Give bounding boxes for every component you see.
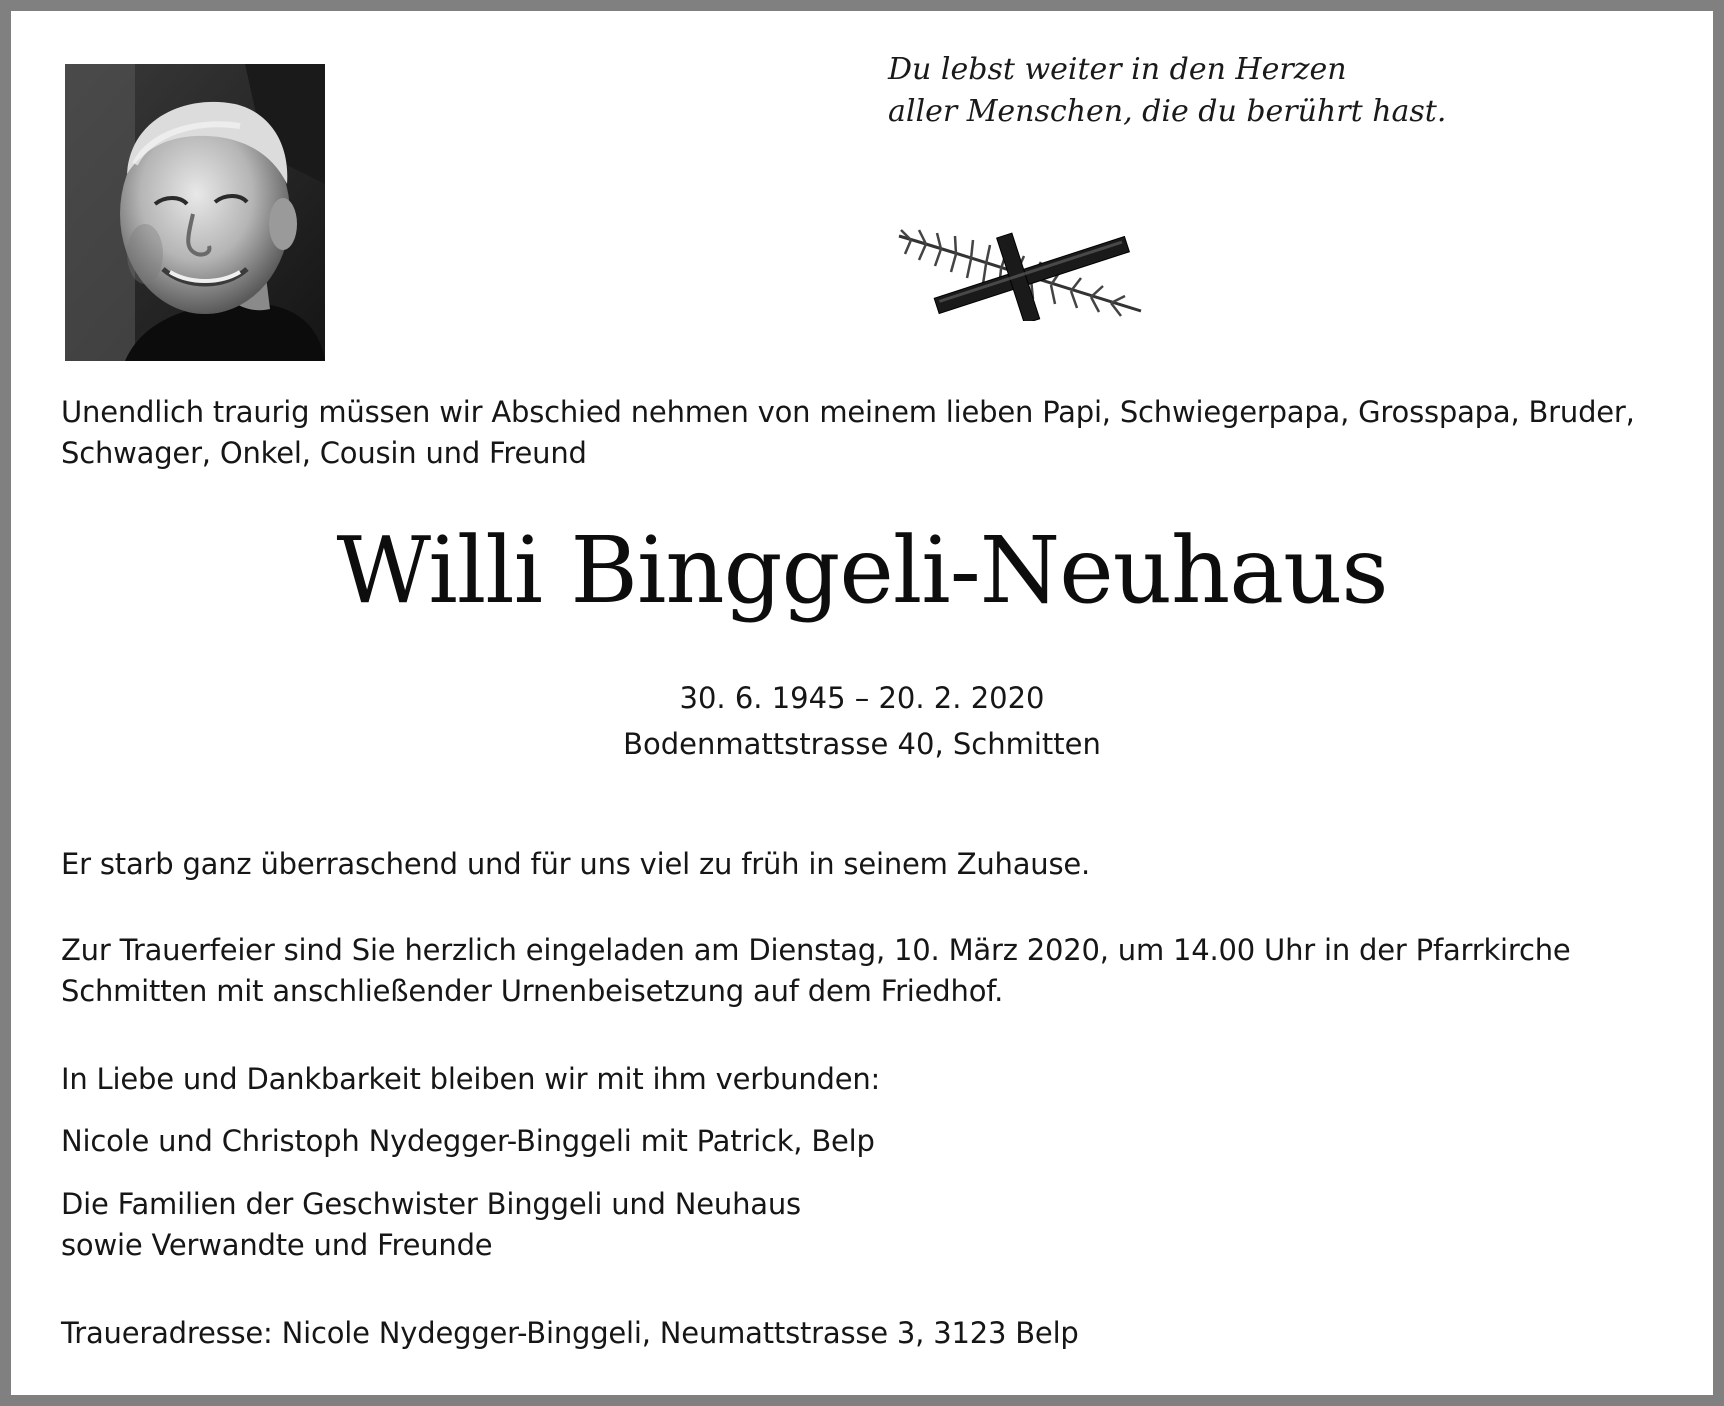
cross-with-palm-branch-icon (891, 216, 1171, 321)
family-close: Nicole und Christoph Nydegger-Binggeli mit Patrick, Belp (61, 1124, 875, 1158)
family-extended-line-2: sowie Verwandte und Freunde (61, 1228, 493, 1262)
mourning-address: Traueradresse: Nicole Nydegger-Binggeli, Neumattstrasse 3, 3123 Belp (61, 1316, 1079, 1350)
life-dates: 30. 6. 1945 – 20. 2. 2020 (679, 681, 1045, 715)
family-extended-line-1: Die Familien der Geschwister Binggeli und Neuhaus (61, 1187, 801, 1221)
family-extended (61, 1184, 801, 1266)
love-line: In Liebe und Dankbarkeit bleiben wir mit ihm verbunden: (61, 1062, 881, 1096)
memorial-quote (888, 49, 1446, 133)
obituary-notice (11, 11, 1713, 1395)
intro-line-2: Schwager, Onkel, Cousin und Freund (61, 436, 587, 470)
intro-text (61, 392, 1635, 474)
ceremony-info (61, 930, 1571, 1012)
intro-line-1: Unendlich traurig müssen wir Abschied nehmen von meinem lieben Papi, Schwiegerpapa, Grosspapa, Bruder, (61, 395, 1635, 429)
death-note: Er starb ganz überraschend und für uns viel zu früh in seinem Zuhause. (61, 847, 1091, 881)
quote-line-2: aller Menschen, die du berührt hast. (888, 94, 1447, 129)
ceremony-line-1: Zur Trauerfeier sind Sie herzlich eingeladen am Dienstag, 10. März 2020, um 14.00 Uhr in der Pfarrkirche (61, 933, 1571, 967)
quote-line-1: Du lebst weiter in den Herzen (888, 52, 1347, 87)
deceased-address: Bodenmattstrasse 40, Schmitten (623, 727, 1101, 761)
ceremony-line-2: Schmitten mit anschließender Urnenbeisetzung auf dem Friedhof. (61, 974, 1004, 1008)
deceased-name: Willi Binggeli-Neuhaus (336, 517, 1388, 624)
portrait-photo (65, 64, 325, 361)
